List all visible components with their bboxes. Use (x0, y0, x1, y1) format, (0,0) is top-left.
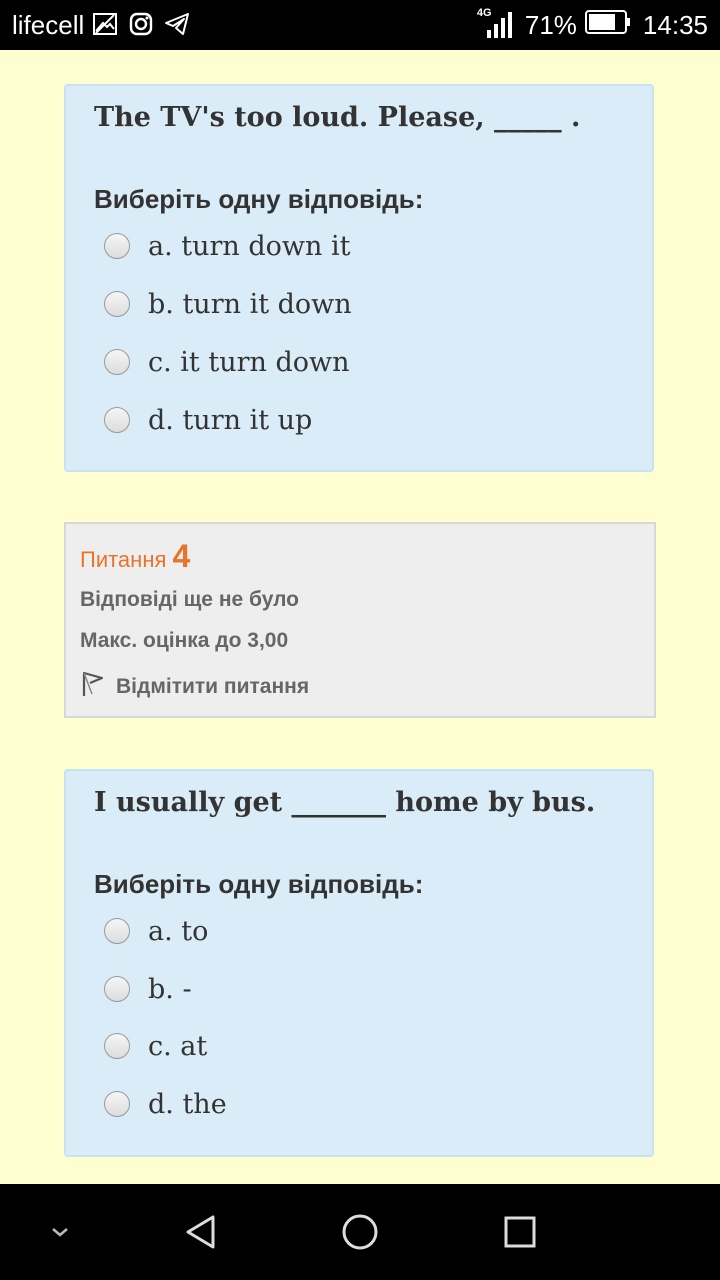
radio-button[interactable] (104, 1091, 130, 1117)
home-icon[interactable] (328, 1184, 392, 1280)
answer-option-d[interactable] (104, 400, 604, 440)
battery-percent: 71% (524, 9, 577, 40)
question-number: Питання 4 (80, 538, 191, 574)
chevron-down-icon[interactable] (40, 1184, 80, 1280)
back-icon[interactable] (170, 1184, 234, 1280)
radio-button[interactable] (104, 349, 130, 375)
option-label: b. turn it down (148, 288, 352, 320)
carrier-name: lifecell (12, 9, 85, 40)
answer-option-a[interactable] (104, 911, 604, 951)
option-label: c. at (148, 1030, 208, 1062)
answer-option-a[interactable] (104, 226, 604, 266)
option-label: d. turn it up (148, 404, 313, 436)
answer-prompt: Виберіть одну відповідь: (94, 184, 424, 214)
question-card-4 (64, 769, 654, 1157)
answer-option-c[interactable] (104, 342, 604, 382)
gallery-icon (92, 11, 120, 39)
question-card-3 (64, 84, 654, 472)
telegram-icon (164, 11, 192, 39)
radio-button[interactable] (104, 407, 130, 433)
option-label: a. to (148, 915, 209, 947)
signal-icon: 4G (477, 8, 517, 42)
answer-status: Відповіді ще не було (80, 588, 300, 611)
max-grade: Макс. оцінка до 3,00 (80, 629, 289, 652)
radio-button[interactable] (104, 1033, 130, 1059)
radio-button[interactable] (104, 976, 130, 1002)
answer-option-c[interactable] (104, 1026, 604, 1066)
question-info (64, 522, 656, 718)
flag-icon[interactable] (80, 670, 106, 703)
radio-button[interactable] (104, 233, 130, 259)
status-bar (0, 0, 720, 50)
flag-question-button[interactable] (80, 670, 309, 703)
clock: 14:35 (642, 9, 708, 40)
option-label: c. it turn down (148, 346, 350, 378)
answer-option-b[interactable] (104, 969, 604, 1009)
battery-icon (585, 9, 631, 42)
question-text: The TV's too loud. Please, _____ . (94, 102, 581, 133)
radio-button[interactable] (104, 918, 130, 944)
answer-option-b[interactable] (104, 284, 604, 324)
instagram-icon (128, 11, 156, 39)
question-text: I usually get _______ home by bus. (94, 787, 596, 818)
answer-prompt: Виберіть одну відповідь: (94, 869, 424, 899)
option-label: b. - (148, 973, 192, 1005)
recents-icon[interactable] (488, 1184, 552, 1280)
option-label: a. turn down it (148, 230, 351, 262)
answer-option-d[interactable] (104, 1084, 604, 1124)
navigation-bar (0, 1184, 720, 1280)
option-label: d. the (148, 1088, 227, 1120)
flag-label: Відмітити питання (116, 674, 310, 698)
radio-button[interactable] (104, 291, 130, 317)
